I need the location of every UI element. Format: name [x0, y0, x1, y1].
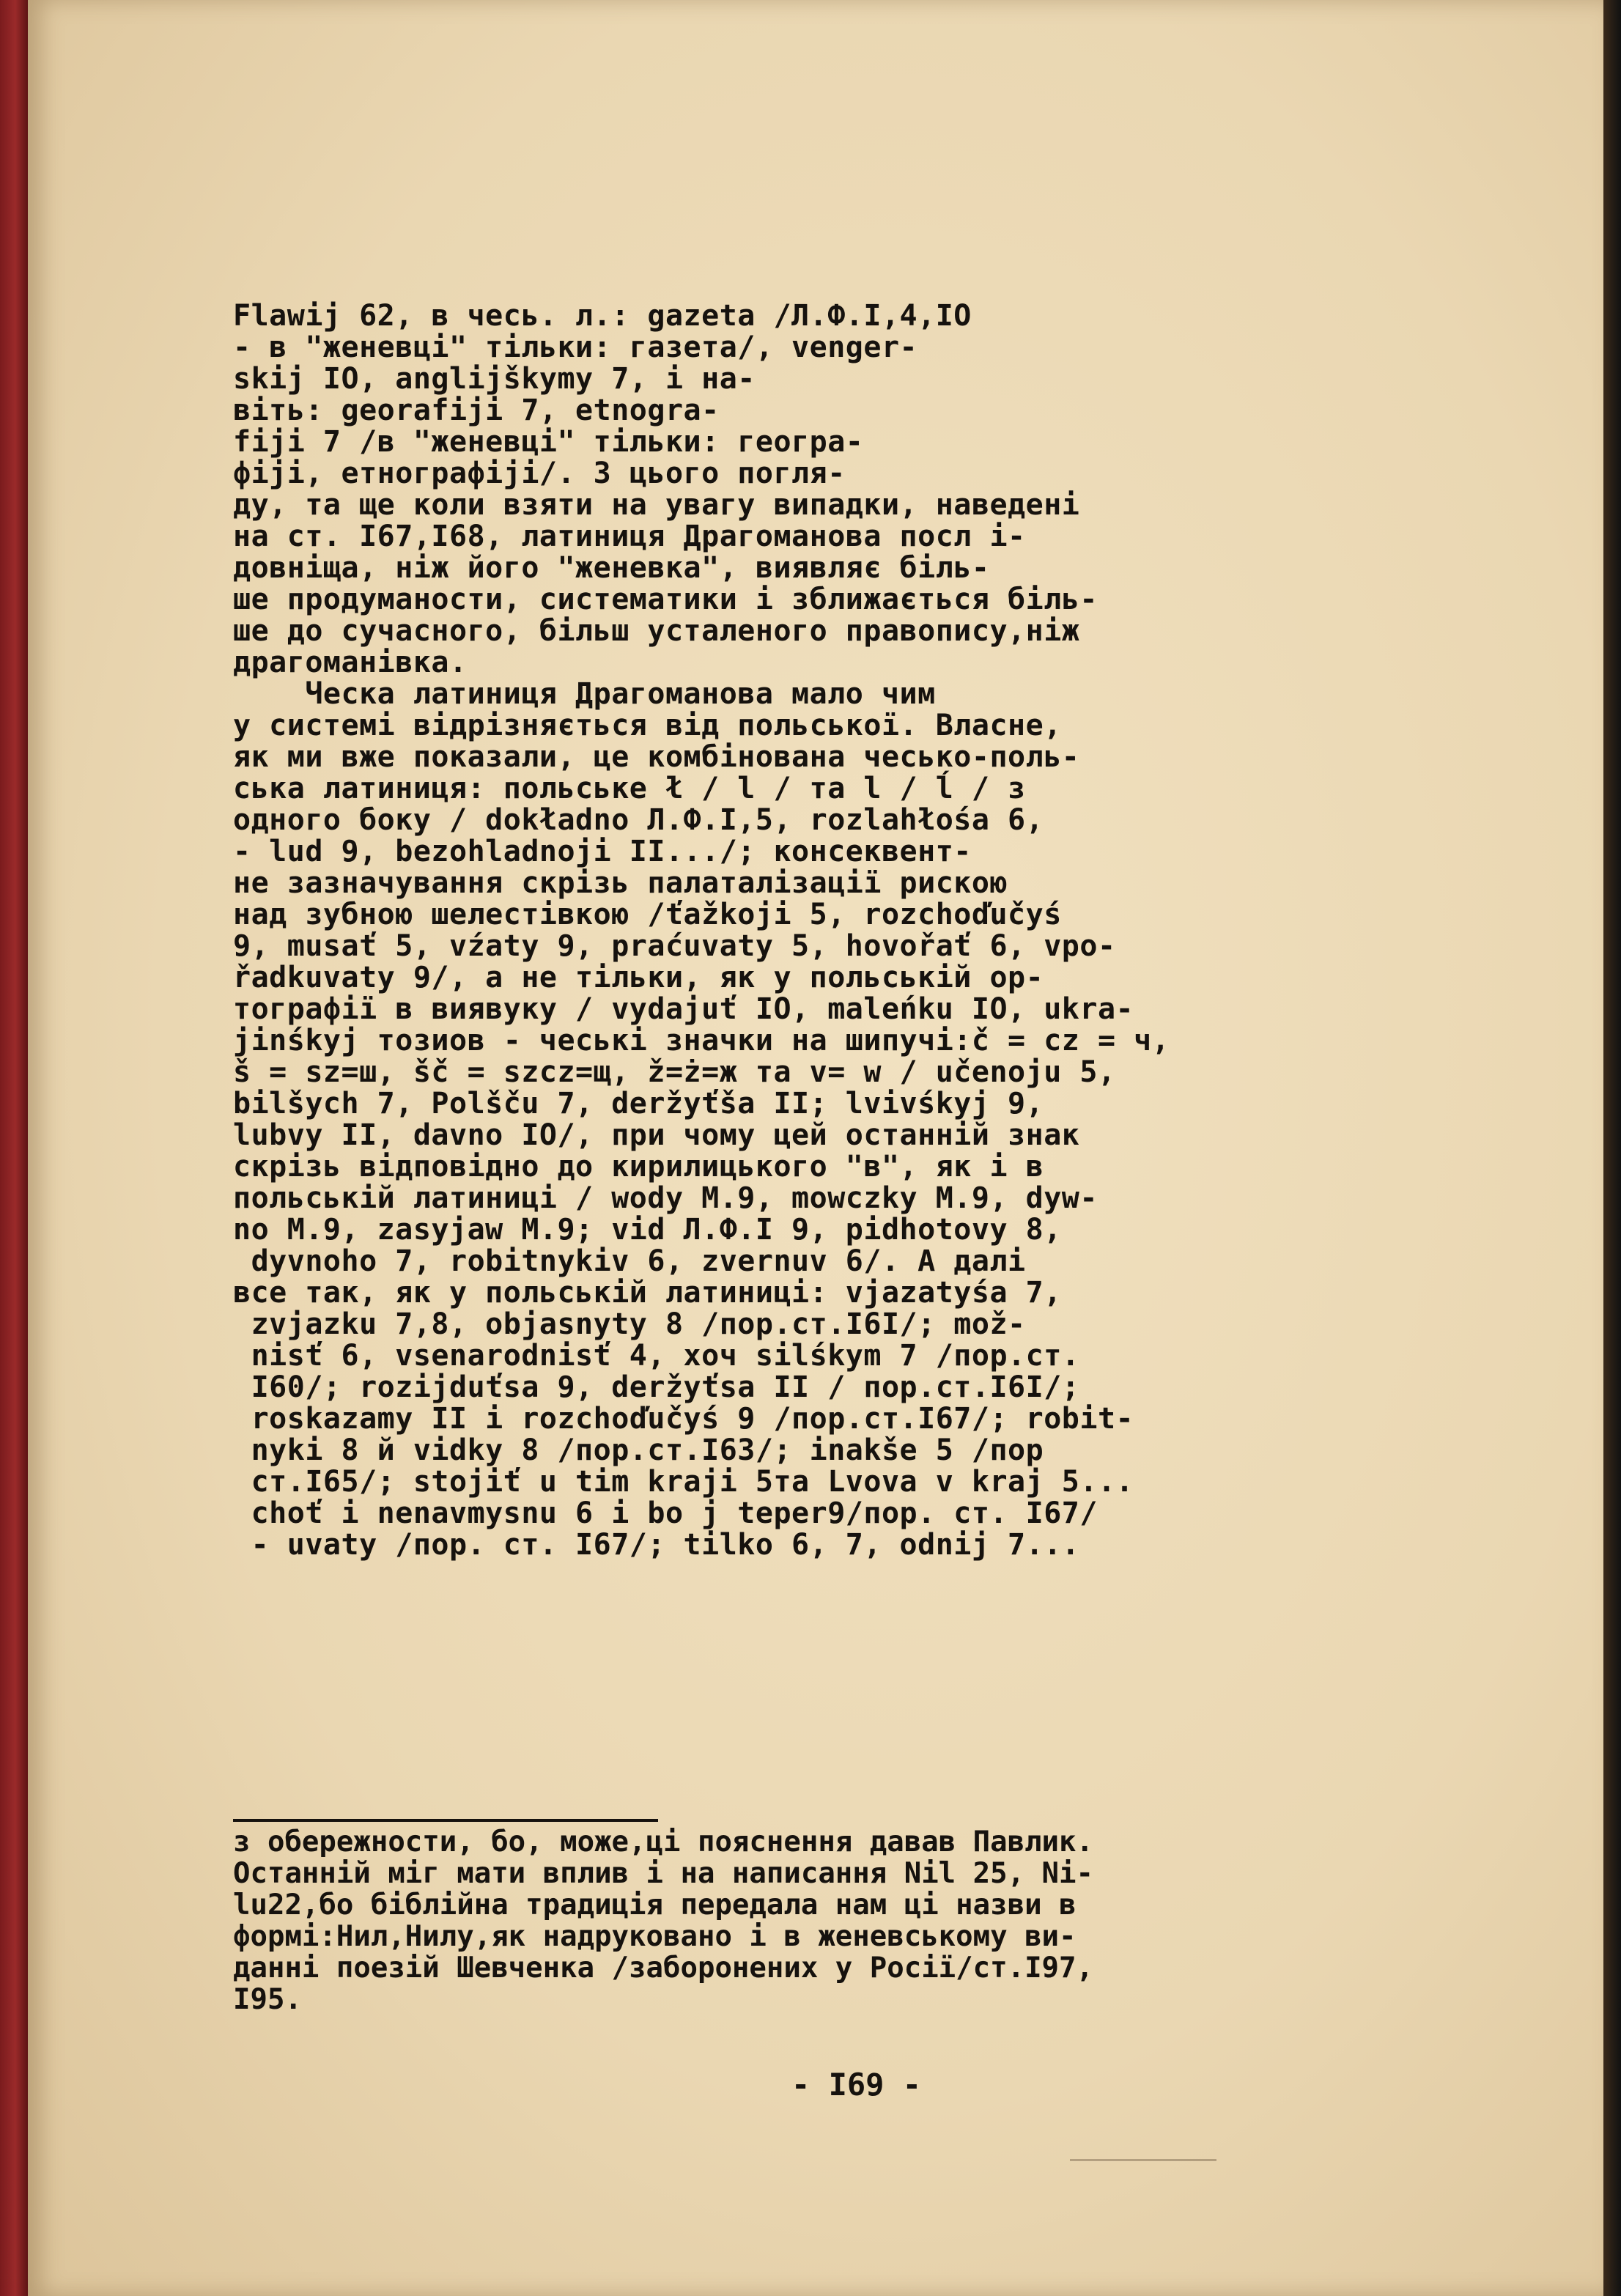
text-line: roskazamy II і rozchoďučyś 9 /пор.ст.I67/; robit- — [233, 1402, 1134, 1436]
text-line: тографії в виявуку / vydajuť IO, maleńku IO, ukra- — [233, 992, 1134, 1026]
text-line: віть: georafiji 7, etnogra- — [233, 394, 720, 427]
footnote-line: формі:Нил,Нилу,як надруковано і в женевському ви- — [233, 1920, 1077, 1953]
footnote-block — [233, 1826, 1442, 2015]
footnote-line: з обережности, бо, може,ці пояснення давав Павлик. — [233, 1826, 1093, 1858]
text-line: zvjazku 7,8, objasnyty 8 /пор.ст.I6I/; mož- — [233, 1307, 1026, 1341]
text-line: choť i nenavmysnu 6 і bo j teper9/пор. ст. I67/ — [233, 1496, 1098, 1530]
text-line: š = sz=ш, šč = szcz=щ, ž=ż=ж та v= w / učenoju 5, — [233, 1055, 1116, 1089]
text-line: - uvaty /пор. ст. I67/; tilko 6, 7, odnij 7... — [233, 1528, 1080, 1562]
text-line: I60/; rozijduťsa 9, deržyťsa II / пор.ст.I6I/; — [233, 1370, 1080, 1404]
text-line: ше продуманости, систематики і зближається біль- — [233, 583, 1098, 616]
text-line: довніща, ніж його "женевка", виявляє біль- — [233, 551, 990, 585]
text-line: nyki 8 й vidky 8 /пор.ст.I63/; inakše 5 /пор — [233, 1433, 1044, 1467]
footnote-line: lu22,бо біблійна традиція передала нам ці назви в — [233, 1889, 1077, 1922]
text-line: фіjі, етнографіjі/. З цього погля- — [233, 457, 846, 490]
text-line: lubvy II, davno IO/, при чому цей останній знак — [233, 1118, 1080, 1152]
text-line: fiji 7 /в "женевці" тільки: геогра- — [233, 425, 864, 459]
text-line: ська латиниця: польське ł / l / та l / ĺ / з — [233, 772, 1026, 805]
text-line: на ст. I67,I68, латиниця Драгоманова посл і- — [233, 520, 1026, 553]
text-line: ше до сучасного, більш усталеного правопису,ніж — [233, 614, 1080, 648]
text-line: bilšych 7, Polšču 7, deržyťša II; lvivśkyj 9, — [233, 1087, 1044, 1121]
footnote-divider — [233, 1819, 658, 1822]
paper-smudge — [1070, 2159, 1216, 2161]
text-line: nisť 6, vsenarodnisť 4, хоч silśkym 7 /пор.ст. — [233, 1339, 1080, 1373]
text-line: драгоманівка. — [233, 646, 468, 679]
text-line: над зубною шелестівкою /ťažkoji 5, rozchoďučyś — [233, 898, 1062, 931]
text-line: як ми вже показали, це комбінована чесько-поль- — [233, 740, 1080, 774]
text-line: jinśkyj тозиов - чеські значки на шипучі:č = cz = ч, — [233, 1024, 1170, 1057]
text-line: у системі відрізняється від польської. Власне, — [233, 709, 1062, 742]
text-line: - lud 9, bezohladnoji II.../; консеквент- — [233, 835, 972, 868]
text-line: польській латиниці / wody М.9, mowczky М.9, dyw- — [233, 1181, 1098, 1215]
text-line: не зазначування скрізь палаталізації рискою — [233, 866, 1008, 900]
text-line: Ческа латиниця Драгоманова мало чим — [233, 677, 936, 711]
footnote-line: данні поезій Шевченка /заборонених у Росії/ст.I97, — [233, 1952, 1093, 1985]
text-line: скрізь відповідно до кирилицького "в", як і в — [233, 1150, 1044, 1184]
text-line: řadkuvaty 9/, а не тільки, як у польській ор- — [233, 961, 1044, 994]
page-edge-shadow — [1603, 0, 1621, 2296]
page-number: - I69 - — [791, 2067, 922, 2103]
book-spine — [0, 0, 28, 2296]
text-line: ду, та ще коли взяти на увагу випадки, наведені — [233, 488, 1080, 522]
text-line: 9, musať 5, vźaty 9, praćuvaty 5, hovořať 6, vpo- — [233, 929, 1116, 963]
text-line: одного боку / dokładno Л.Ф.I,5, rozlahłośa 6, — [233, 803, 1044, 837]
footnote-line: Останній міг мати вплив і на написання Nil 25, Ni- — [233, 1857, 1093, 1890]
footnote-line: I95. — [233, 1983, 302, 2016]
text-line: no М.9, zasyjaw М.9; vid Л.Ф.I 9, pidhotovy 8, — [233, 1213, 1062, 1247]
text-line: все так, як у польській латиниці: vjazatyśa 7, — [233, 1276, 1062, 1310]
text-line: dyvnoho 7, robitnykiv 6, zvernuv 6/. А далі — [233, 1244, 1026, 1278]
text-line: Flawij 62, в чесь. л.: gazeta /Л.Ф.I,4,IO — [233, 299, 972, 333]
text-line: skij IO, anglijškymy 7, і на- — [233, 362, 756, 396]
text-line: ст.I65/; stojiť u tim kraji 5та Lvova v kraj 5... — [233, 1465, 1134, 1499]
text-line: - в "женевці" тільки: газета/, venger- — [233, 331, 918, 364]
main-text-block — [233, 300, 1442, 1561]
